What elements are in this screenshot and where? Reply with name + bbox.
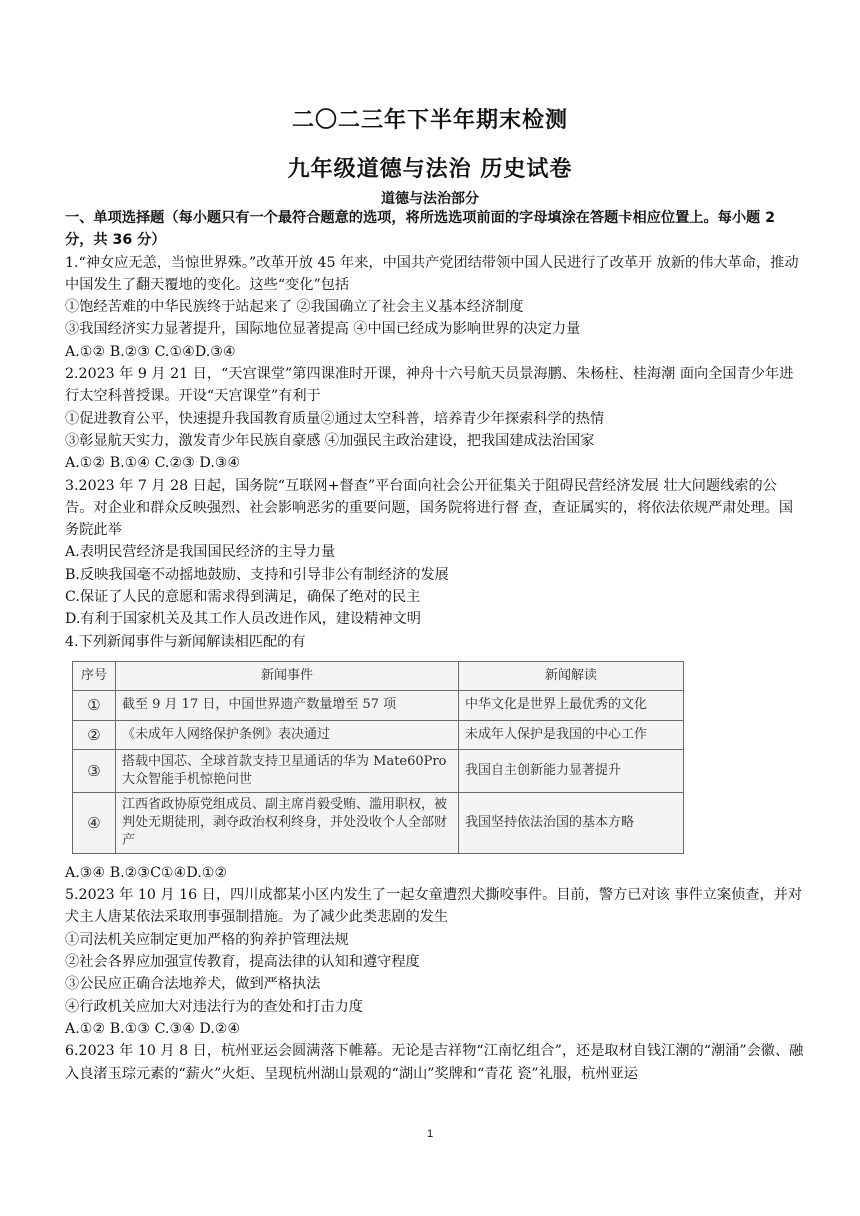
table-row bbox=[73, 792, 684, 853]
question-2-stem: 2.2023 年 9 月 21 日，“天宫课堂”第四课准时开课，神舟十六号航天员景海鹏、朱杨柱、桂海潮 面向全国青少年进行太空科普授课。开设“天宫课堂”有利于 bbox=[65, 366, 794, 405]
row-number: ① bbox=[73, 691, 116, 720]
table-header-row bbox=[73, 661, 684, 690]
table-row bbox=[73, 691, 684, 720]
question-5-option-1: ①司法机关应制定更加严格的狗养护管理法规 bbox=[65, 931, 349, 948]
section-title: 道德与法治部分 bbox=[381, 191, 479, 207]
question-body bbox=[65, 207, 805, 1085]
question-6-stem: 6.2023 年 10 月 8 日，杭州亚运会圆满落下帷幕。无论是吉祥物“江南忆组合”，还是取材自钱江潮的“潮涌”会徽、融入良渚玉琮元素的“薪火”火炬、呈现杭州湖山景观的“湖山”奖牌和“青花 瓷”礼服，杭州亚运 bbox=[65, 1043, 804, 1082]
col-header-interpretation: 新闻解读 bbox=[459, 661, 684, 690]
table-row bbox=[73, 749, 684, 792]
row-interpretation: 未成年人保护是我国的中心工作 bbox=[459, 720, 684, 749]
part-heading: 一、单项选择题（每小题只有一个最符合题意的选项，将所选选项前面的字母填涂在答题卡相应位置上。每小题 2 分，共 36 分） bbox=[65, 210, 776, 249]
question-4-stem: 4.下列新闻事件与新闻解读相匹配的有 bbox=[65, 633, 306, 650]
table-row bbox=[73, 720, 684, 749]
question-5-answers: A.①② B.①③ C.③④ D.②④ bbox=[65, 1020, 241, 1037]
col-header-number: 序号 bbox=[73, 661, 116, 690]
question-4-answers: A.③④ B.②③C①④D.①② bbox=[65, 864, 228, 881]
question-2-options-line1: ①促进教育公平，快速提升我国教育质量②通过太空科普，培养青少年探索科学的热情 bbox=[65, 410, 605, 427]
exam-subtitle: 九年级道德与法治 历史试卷 bbox=[287, 157, 573, 182]
col-header-event: 新闻事件 bbox=[116, 661, 459, 690]
row-interpretation: 我国自主创新能力显著提升 bbox=[459, 749, 684, 792]
question-5-stem: 5.2023 年 10 月 16 日，四川成都某小区内发生了一起女童遭烈犬撕咬事件。目前，警方已对该 事件立案侦查，并对犬主人唐某依法采取刑事强制措施。为了减少此类悲剧的发生 bbox=[65, 887, 803, 926]
row-number: ③ bbox=[73, 749, 116, 792]
question-5-option-2: ②社会各界应加强宣传教育，提高法律的认知和遵守程度 bbox=[65, 954, 420, 971]
row-interpretation: 我国坚持依法治国的基本方略 bbox=[459, 792, 684, 853]
question-2-options-line2: ③彰显航天实力，激发青少年民族自豪感 ④加强民主政治建设，把我国建成法治国家 bbox=[65, 432, 595, 449]
question-3-option-d: D.有利于国家机关及其工作人员改进作风，建设精神文明 bbox=[65, 611, 421, 628]
row-number: ④ bbox=[73, 792, 116, 853]
row-event: 搭载中国芯、全球首款支持卫星通话的华为 Mate60Pro 大众智能手机惊艳问世 bbox=[116, 749, 459, 792]
question-3-stem: 3.2023 年 7 月 28 日起，国务院“互联网+督查”平台面向社会公开征集关于阻碍民营经济发展 壮大问题线索的公告。对企业和群众反映强烈、社会影响恶劣的重要问题，国务院将进行督 查，查证属实的，将依法依规严肃处理。国务院此举 bbox=[65, 477, 794, 539]
row-event: 《未成年人网络保护条例》表决通过 bbox=[116, 720, 459, 749]
question-5-option-3: ③公民应正确合法地养犬，做到严格执法 bbox=[65, 976, 321, 993]
question-3-option-a: A.表明民营经济是我国国民经济的主导力量 bbox=[65, 544, 336, 561]
question-1-options-line2: ③我国经济实力显著提升，国际地位显著提高 ④中国已经成为影响世界的决定力量 bbox=[65, 321, 581, 338]
question-3-option-c: C.保证了人民的意愿和需求得到满足，确保了绝对的民主 bbox=[65, 589, 421, 606]
exam-title: 二〇二三年下半年期末检测 bbox=[291, 108, 568, 133]
row-event: 截至 9 月 17 日，中国世界遗产数量增至 57 项 bbox=[116, 691, 459, 720]
question-3-option-b: B.反映我国毫不动摇地鼓励、支持和引导非公有制经济的发展 bbox=[65, 566, 449, 583]
page-number: 1 bbox=[426, 1128, 434, 1140]
question-2-answers: A.①② B.①④ C.②③ D.③④ bbox=[65, 455, 241, 472]
row-event: 江西省政协原党组成员、副主席肖毅受贿、滥用职权，被判处无期徒刑，剥夺政治权利终身，并处没收个人全部财产 bbox=[116, 792, 459, 853]
row-interpretation: 中华文化是世界上最优秀的文化 bbox=[459, 691, 684, 720]
question-5-option-4: ④行政机关应加大对违法行为的查处和打击力度 bbox=[65, 998, 363, 1015]
question-1-options-line1: ①饱经苦难的中华民族终于站起来了 ②我国确立了社会主义基本经济制度 bbox=[65, 299, 524, 316]
question-1-answers: A.①② B.②③ C.①④D.③④ bbox=[65, 343, 236, 360]
news-table bbox=[72, 661, 684, 854]
row-number: ② bbox=[73, 720, 116, 749]
question-1-stem: 1.“神女应无恙，当惊世界殊。”改革开放 45 年来，中国共产党团结带领中国人民进行了改革开 放新的伟大革命，推动中国发生了翻天覆地的变化。这些“变化”包括 bbox=[65, 254, 799, 293]
